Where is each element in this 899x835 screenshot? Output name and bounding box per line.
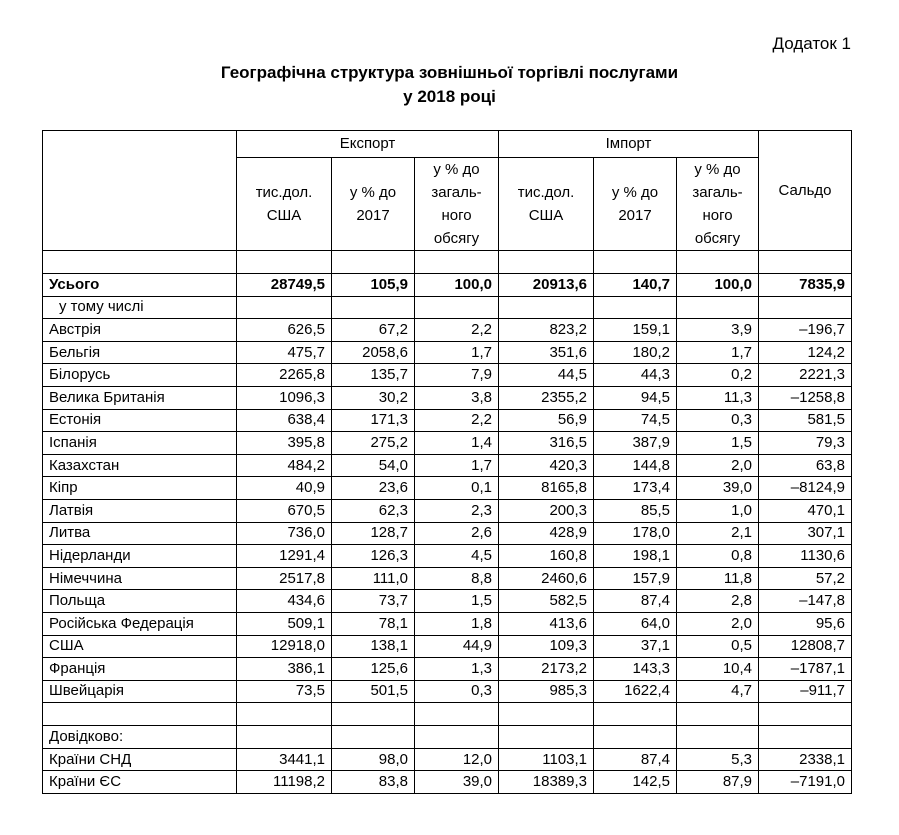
value-cell: 4,5 (415, 545, 499, 568)
header-blank-cell (43, 131, 237, 251)
value-cell: 87,4 (594, 748, 677, 771)
value-cell: 171,3 (332, 409, 415, 432)
value-cell: 2,8 (677, 590, 759, 613)
value-cell: 626,5 (237, 319, 332, 342)
total-cell: 100,0 (677, 274, 759, 297)
value-cell: 180,2 (594, 341, 677, 364)
table-row (43, 409, 852, 432)
country-name: Країни ЄС (43, 771, 237, 794)
value-cell: 1,8 (415, 612, 499, 635)
country-name: Кіпр (43, 477, 237, 500)
table-row (43, 454, 852, 477)
value-cell: 78,1 (332, 612, 415, 635)
value-cell: 87,9 (677, 771, 759, 794)
including-row (43, 296, 852, 319)
value-cell: 420,3 (499, 454, 594, 477)
value-cell: 2,2 (415, 319, 499, 342)
table-row (43, 319, 852, 342)
value-cell: 8,8 (415, 567, 499, 590)
document-title (0, 61, 899, 109)
table-row (43, 522, 852, 545)
value-cell: 0,3 (415, 680, 499, 703)
value-cell: 351,6 (499, 341, 594, 364)
value-cell: 1,7 (677, 341, 759, 364)
value-cell: –147,8 (759, 590, 852, 613)
value-cell: 57,2 (759, 567, 852, 590)
header-import-usd: тис.дол. США (499, 158, 594, 251)
value-cell: 124,2 (759, 341, 852, 364)
header-export: Експорт (237, 131, 499, 158)
appendix-label: Додаток 1 (772, 34, 851, 53)
value-cell: 582,5 (499, 590, 594, 613)
value-cell: 73,7 (332, 590, 415, 613)
header-export-pct-2017: у % до 2017 (332, 158, 415, 251)
country-name: Казахстан (43, 454, 237, 477)
value-cell: 1,7 (415, 454, 499, 477)
value-cell: 0,1 (415, 477, 499, 500)
country-name: Латвія (43, 499, 237, 522)
value-cell: –7191,0 (759, 771, 852, 794)
value-cell: –8124,9 (759, 477, 852, 500)
country-name: Бельгія (43, 341, 237, 364)
table-row (43, 432, 852, 455)
value-cell: 387,9 (594, 432, 677, 455)
header-export-pct-total: у % до загаль-ного обсягу (415, 158, 499, 251)
value-cell: 85,5 (594, 499, 677, 522)
value-cell: 3,8 (415, 386, 499, 409)
value-cell: 395,8 (237, 432, 332, 455)
value-cell: 198,1 (594, 545, 677, 568)
value-cell: 39,0 (677, 477, 759, 500)
header-group-row (43, 131, 852, 158)
value-cell: 501,5 (332, 680, 415, 703)
value-cell: 64,0 (594, 612, 677, 635)
value-cell: –196,7 (759, 319, 852, 342)
value-cell: 44,5 (499, 364, 594, 387)
value-cell: 8165,8 (499, 477, 594, 500)
value-cell: 316,5 (499, 432, 594, 455)
value-cell: 581,5 (759, 409, 852, 432)
value-cell: 37,1 (594, 635, 677, 658)
value-cell: 54,0 (332, 454, 415, 477)
value-cell: 62,3 (332, 499, 415, 522)
including-label: у тому числі (43, 296, 237, 319)
country-name: Іспанія (43, 432, 237, 455)
value-cell: 94,5 (594, 386, 677, 409)
country-name: Велика Британія (43, 386, 237, 409)
header-import-pct-2017: у % до 2017 (594, 158, 677, 251)
value-cell: 98,0 (332, 748, 415, 771)
title-line-1: Географічна структура зовнішньої торгівлі послугами (220, 63, 679, 82)
total-cell: 28749,5 (237, 274, 332, 297)
value-cell: 1130,6 (759, 545, 852, 568)
table-row (43, 590, 852, 613)
value-cell: 44,9 (415, 635, 499, 658)
value-cell: 1,5 (677, 432, 759, 455)
value-cell: –911,7 (759, 680, 852, 703)
value-cell: 3,9 (677, 319, 759, 342)
value-cell: 95,6 (759, 612, 852, 635)
value-cell: 0,2 (677, 364, 759, 387)
total-cell: 100,0 (415, 274, 499, 297)
value-cell: 470,1 (759, 499, 852, 522)
value-cell: 638,4 (237, 409, 332, 432)
value-cell: 74,5 (594, 409, 677, 432)
country-name: Країни СНД (43, 748, 237, 771)
value-cell: 11,8 (677, 567, 759, 590)
header-import-pct-total: у % до загаль-ного обсягу (677, 158, 759, 251)
value-cell: 2,0 (677, 454, 759, 477)
value-cell: 1291,4 (237, 545, 332, 568)
value-cell: 428,9 (499, 522, 594, 545)
value-cell: 12,0 (415, 748, 499, 771)
table-row (43, 748, 852, 771)
country-name: Польща (43, 590, 237, 613)
value-cell: 30,2 (332, 386, 415, 409)
country-name: Білорусь (43, 364, 237, 387)
value-cell: 159,1 (594, 319, 677, 342)
value-cell: 79,3 (759, 432, 852, 455)
value-cell: 2173,2 (499, 658, 594, 681)
country-name: Франція (43, 658, 237, 681)
value-cell: 413,6 (499, 612, 594, 635)
value-cell: 3441,1 (237, 748, 332, 771)
value-cell: 2517,8 (237, 567, 332, 590)
value-cell: 12808,7 (759, 635, 852, 658)
value-cell: 125,6 (332, 658, 415, 681)
value-cell: 160,8 (499, 545, 594, 568)
value-cell: 670,5 (237, 499, 332, 522)
value-cell: 2,3 (415, 499, 499, 522)
table-row (43, 612, 852, 635)
value-cell: 178,0 (594, 522, 677, 545)
value-cell: 2460,6 (499, 567, 594, 590)
value-cell: 736,0 (237, 522, 332, 545)
country-name: Естонія (43, 409, 237, 432)
value-cell: 2058,6 (332, 341, 415, 364)
value-cell: 2221,3 (759, 364, 852, 387)
value-cell: 2338,1 (759, 748, 852, 771)
spacer-row (43, 251, 852, 274)
value-cell: 63,8 (759, 454, 852, 477)
value-cell: 40,9 (237, 477, 332, 500)
country-name: Австрія (43, 319, 237, 342)
total-cell: 20913,6 (499, 274, 594, 297)
country-name: США (43, 635, 237, 658)
table-row (43, 567, 852, 590)
header-export-usd: тис.дол. США (237, 158, 332, 251)
value-cell: 434,6 (237, 590, 332, 613)
value-cell: 307,1 (759, 522, 852, 545)
value-cell: 109,3 (499, 635, 594, 658)
reference-label: Довідково: (43, 726, 237, 749)
value-cell: 11,3 (677, 386, 759, 409)
value-cell: 823,2 (499, 319, 594, 342)
value-cell: 144,8 (594, 454, 677, 477)
value-cell: 2,6 (415, 522, 499, 545)
value-cell: 484,2 (237, 454, 332, 477)
value-cell: 11198,2 (237, 771, 332, 794)
table-row (43, 386, 852, 409)
table-row (43, 499, 852, 522)
value-cell: 73,5 (237, 680, 332, 703)
country-name: Литва (43, 522, 237, 545)
country-name: Російська Федерація (43, 612, 237, 635)
total-label: Усього (43, 274, 237, 297)
value-cell: 985,3 (499, 680, 594, 703)
value-cell: 386,1 (237, 658, 332, 681)
value-cell: 39,0 (415, 771, 499, 794)
country-name: Швейцарія (43, 680, 237, 703)
value-cell: 275,2 (332, 432, 415, 455)
value-cell: 1622,4 (594, 680, 677, 703)
value-cell: 475,7 (237, 341, 332, 364)
total-row (43, 274, 852, 297)
value-cell: 44,3 (594, 364, 677, 387)
value-cell: 173,4 (594, 477, 677, 500)
table-row (43, 658, 852, 681)
total-cell: 140,7 (594, 274, 677, 297)
value-cell: 0,8 (677, 545, 759, 568)
table-row (43, 771, 852, 794)
value-cell: 1096,3 (237, 386, 332, 409)
value-cell: 200,3 (499, 499, 594, 522)
value-cell: 128,7 (332, 522, 415, 545)
total-cell: 7835,9 (759, 274, 852, 297)
value-cell: 2265,8 (237, 364, 332, 387)
table-row (43, 341, 852, 364)
header-import: Імпорт (499, 131, 759, 158)
title-line-2: у 2018 році (403, 87, 496, 106)
value-cell: 5,3 (677, 748, 759, 771)
value-cell: 1,5 (415, 590, 499, 613)
value-cell: 87,4 (594, 590, 677, 613)
value-cell: 142,5 (594, 771, 677, 794)
value-cell: 2,1 (677, 522, 759, 545)
table-row (43, 545, 852, 568)
value-cell: 2,2 (415, 409, 499, 432)
value-cell: 1,0 (677, 499, 759, 522)
value-cell: 157,9 (594, 567, 677, 590)
value-cell: 1103,1 (499, 748, 594, 771)
table-row (43, 635, 852, 658)
table-row (43, 364, 852, 387)
value-cell: 83,8 (332, 771, 415, 794)
value-cell: 4,7 (677, 680, 759, 703)
value-cell: 143,3 (594, 658, 677, 681)
table-row (43, 680, 852, 703)
value-cell: 138,1 (332, 635, 415, 658)
country-name: Німеччина (43, 567, 237, 590)
value-cell: 12918,0 (237, 635, 332, 658)
value-cell: 0,3 (677, 409, 759, 432)
value-cell: 135,7 (332, 364, 415, 387)
country-name: Нідерланди (43, 545, 237, 568)
reference-row (43, 726, 852, 749)
value-cell: 509,1 (237, 612, 332, 635)
spacer-row (43, 703, 852, 726)
value-cell: –1787,1 (759, 658, 852, 681)
value-cell: 1,3 (415, 658, 499, 681)
value-cell: 10,4 (677, 658, 759, 681)
value-cell: 56,9 (499, 409, 594, 432)
value-cell: 2,0 (677, 612, 759, 635)
value-cell: 0,5 (677, 635, 759, 658)
value-cell: 67,2 (332, 319, 415, 342)
value-cell: 1,4 (415, 432, 499, 455)
table-row (43, 477, 852, 500)
trade-table (42, 130, 852, 794)
value-cell: 7,9 (415, 364, 499, 387)
value-cell: 1,7 (415, 341, 499, 364)
value-cell: 111,0 (332, 567, 415, 590)
value-cell: 18389,3 (499, 771, 594, 794)
total-cell: 105,9 (332, 274, 415, 297)
value-cell: 2355,2 (499, 386, 594, 409)
value-cell: 126,3 (332, 545, 415, 568)
value-cell: –1258,8 (759, 386, 852, 409)
value-cell: 23,6 (332, 477, 415, 500)
header-saldo: Сальдо (759, 131, 852, 251)
